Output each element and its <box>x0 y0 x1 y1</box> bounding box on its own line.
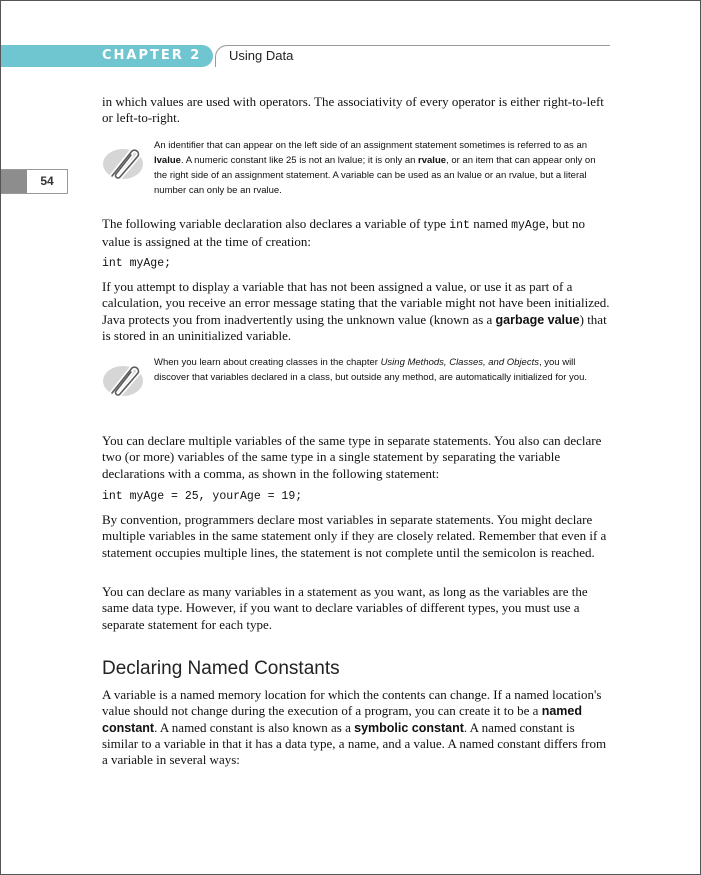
page-number-tab <box>1 169 68 194</box>
term-symbolic-constant: symbolic constant <box>354 720 464 735</box>
paragraph-named-constants: A variable is a named memory location for which the contents can change. If a named location's value should not change during the execution of a program, you can create it to be a named constant. A named constant is also known as a symbolic constant. A named constant is similar to a variable in that it has a data type, a name, and a value. A named constant differs from a variable in several ways: <box>102 687 607 768</box>
code-multiple-declaration: int myAge = 25, yourAge = 19; <box>102 490 303 503</box>
note-text: An identifier that can appear on the left side of an assignment statement sometimes is referred to as an lvalue. A numeric constant like 25 is not an lvalue; it is only an rvalue, or an item that can appear only on the right side of an assignment statement. A variable can be used as an lvalue or an rvalue, but a literal number can only be an rvalue. <box>154 140 596 196</box>
term-named-constant: named constant <box>102 704 582 735</box>
term-lvalue: lvalue <box>154 155 181 166</box>
chapter-reference: Using Methods, Classes, and Objects <box>380 357 539 368</box>
chapter-title: Using Data <box>229 48 294 63</box>
paragraph-data-types: You can declare as many variables in a statement as you want, as long as the variables are the same data type. However, if you want to declare variables of different types, you must use a separate statement for each type. <box>102 584 588 632</box>
paragraph-declaration: The following variable declaration also declares a variable of type int named myAge, but no value is assigned at the time of creation: <box>102 216 586 250</box>
term-rvalue: rvalue <box>418 155 447 166</box>
paragraph-garbage-value: If you attempt to display a variable that has not been assigned a value, or use it as part of a calculation, you receive an error message stating that the variable might not have been initialized. Java protects you from inadvertently using the unknown value (known as a garbage value) that is stored in an uninitialized variable. <box>102 279 610 343</box>
note-text: When you learn about creating classes in the chapter Using Methods, Classes, and Objects, you will discover that variables declared in a class, but outside any method, are automatically initialized for you. <box>154 357 588 383</box>
page-number: 54 <box>40 174 54 188</box>
code-declaration: int myAge; <box>102 257 172 270</box>
term-garbage-value: garbage value <box>495 312 580 327</box>
section-heading: Declaring Named Constants <box>102 658 340 679</box>
paragraph-multiple-variables: You can declare multiple variables of the same type in separate statements. You also can declare two (or more) variables of the same type in a single statement by separating the variable declarations with a comma, as shown in the following statement: <box>102 433 602 481</box>
paragraph-convention: By convention, programmers declare most variables in separate statements. You might declare multiple variables in the same statement only if they are closely related. Remember that even if a statement occupies multiple lines, the statement is not complete until the semicolon is reached. <box>102 512 607 560</box>
chapter-label: CHAPTER 2 <box>102 48 202 63</box>
paperclip-note-icon <box>102 359 146 399</box>
paragraph-associativity: in which values are used with operators. The associativity of every operator is either right-to-left or left-to-right. <box>102 94 604 126</box>
paperclip-note-icon <box>102 142 146 182</box>
